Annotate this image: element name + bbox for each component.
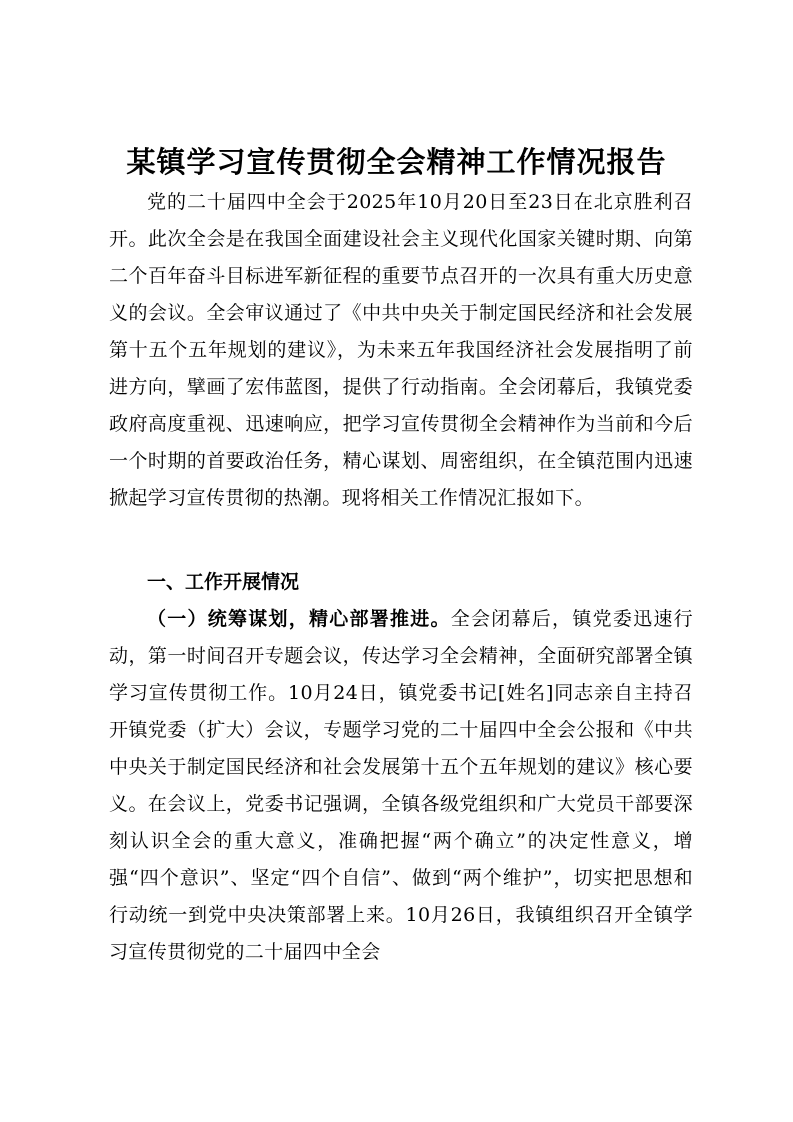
subsection-1-lead: （一）统筹谋划，精心部署推进。 [147,608,451,630]
section-heading-work-progress: 一、工作开展情况 [147,571,300,593]
subsection-1-paragraph [109,601,693,971]
document-title: 某镇学习宣传贯彻全会精神工作情况报告 [126,145,667,179]
subsection-1-text: 全会闭幕后，镇党委迅速行动，第一时间召开专题会议，传达学习全会精神，全面研究部署全镇学习宣传贯彻工作。10月24日，镇党委书记[姓名]同志亲自主持召开镇党委（扩大）会议，专题学习党的二十届四中全会公报和《中共中央关于制定国民经济和社会发展第十五个五年规划的建议》核心要义。在会议上，党委书记强调，全镇各级党组织和广大党员干部要深刻认识全会的重大意义，准确把握“两个确立”的决定性意义，增强“四个意识”、坚定“四个自信”、做到“两个维护”，切实把思想和行动统一到党中央决策部署上来。10月26日，我镇组织召开全镇学习宣传贯彻党的二十届四中全会 [109,608,693,963]
intro-paragraph: 党的二十届四中全会于2025年10月20日至23日在北京胜利召开。此次全会是在我国全面建设社会主义现代化国家关键时期、向第二个百年奋斗目标进军新征程的重要节点召开的一次具有重大历史意义的会议。全会审议通过了《中共中央关于制定国民经济和社会发展第十五个五年规划的建议》，为未来五年我国经济社会发展指明了前进方向，擘画了宏伟蓝图，提供了行动指南。全会闭幕后，我镇党委政府高度重视、迅速响应，把学习宣传贯彻全会精神作为当前和今后一个时期的首要政治任务，精心谋划、周密组织，在全镇范围内迅速掀起学习宣传贯彻的热潮。现将相关工作情况汇报如下。 [109,191,693,509]
